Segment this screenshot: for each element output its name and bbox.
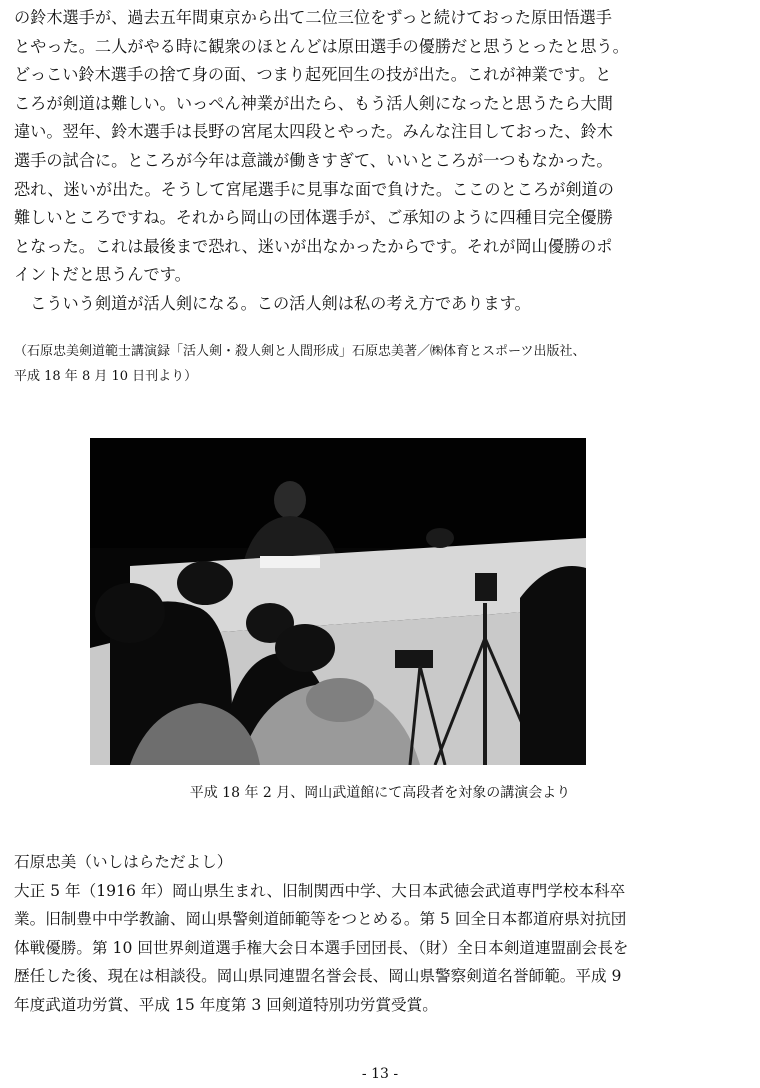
page-number: - 13 - xyxy=(361,1066,399,1082)
bio-name: 石原忠美（いしはらただよし） xyxy=(14,853,233,871)
body-line: とやった。二人がやる時に観衆のほとんどは原田選手の優勝だと思うとったと思う。 xyxy=(14,36,629,56)
body-line: 難しいところですね。それから岡山の団体選手が、ご承知のように四種目完全優勝 xyxy=(14,208,613,228)
bio-line: 年度武道功労賞、平成 15 年度第 3 回剣道特別功労賞受賞。 xyxy=(14,995,438,1014)
body-line: の鈴木選手が、過去五年間東京から出て二位三位をずっと続けておった原田悟選手 xyxy=(14,8,612,27)
citation-line: （石原忠美剣道範士講演録「活人剣・殺人剣と人間形成」石原忠美著／㈱体育とスポーツ出版社、 xyxy=(14,344,586,359)
author-bio xyxy=(14,848,750,1020)
lecture-photo-image xyxy=(90,438,586,765)
body-line: こういう剣道が活人剣になる。この活人剣は私の考え方であります。 xyxy=(14,293,531,313)
bio-line: 歴任した後、現在は相談役。岡山県同連盟名誉会長、岡山県警察剣道名誉師範。平成 9 xyxy=(14,967,622,986)
bio-line: 体戦優勝。第 10 回世界剣道選手権大会日本選手団団長、（財）全日本剣道連盟副会長を xyxy=(14,938,629,957)
citation-line: 平成 18 年 8 月 10 日刊より） xyxy=(14,368,198,384)
body-line: 選手の試合に。ところが今年は意識が働きすぎて、いいところが一つもなかった。 xyxy=(14,150,613,170)
citation xyxy=(14,340,750,389)
photo-caption: 平成 18 年 2 月、岡山武道館にて高段者を対象の講演会より xyxy=(189,785,571,801)
body-line: となった。これは最後まで恐れ、迷いが出なかったからです。それが岡山優勝のポ xyxy=(14,236,613,256)
body-line: どっこい鈴木選手の捨て身の面、つまり起死回生の技が出た。これが神業です。と xyxy=(14,65,612,85)
body-line: ころが剣道は難しい。いっぺん神業が出たら、もう活人剣になったと思うたら大間 xyxy=(14,93,613,113)
body-line: イントだと思うんです。 xyxy=(14,265,191,285)
body-text xyxy=(14,4,750,319)
bio-line: 業。旧制豊中中学教諭、岡山県警剣道師範等をつとめる。第 5 回全日本都道府県対抗団 xyxy=(14,910,627,929)
bio-line: 大正 5 年（1916 年）岡山県生まれ、旧制関西中学、大日本武徳会武道専門学校本科卒 xyxy=(14,881,626,900)
body-line: 恐れ、迷いが出た。そうして宮尾選手に見事な面で負けた。ここのところが剣道の xyxy=(14,179,614,199)
body-line: 違い。翌年、鈴木選手は長野の宮尾太四段とやった。みんな注目しておった、鈴木 xyxy=(14,122,613,142)
lecture-photo xyxy=(90,438,586,765)
